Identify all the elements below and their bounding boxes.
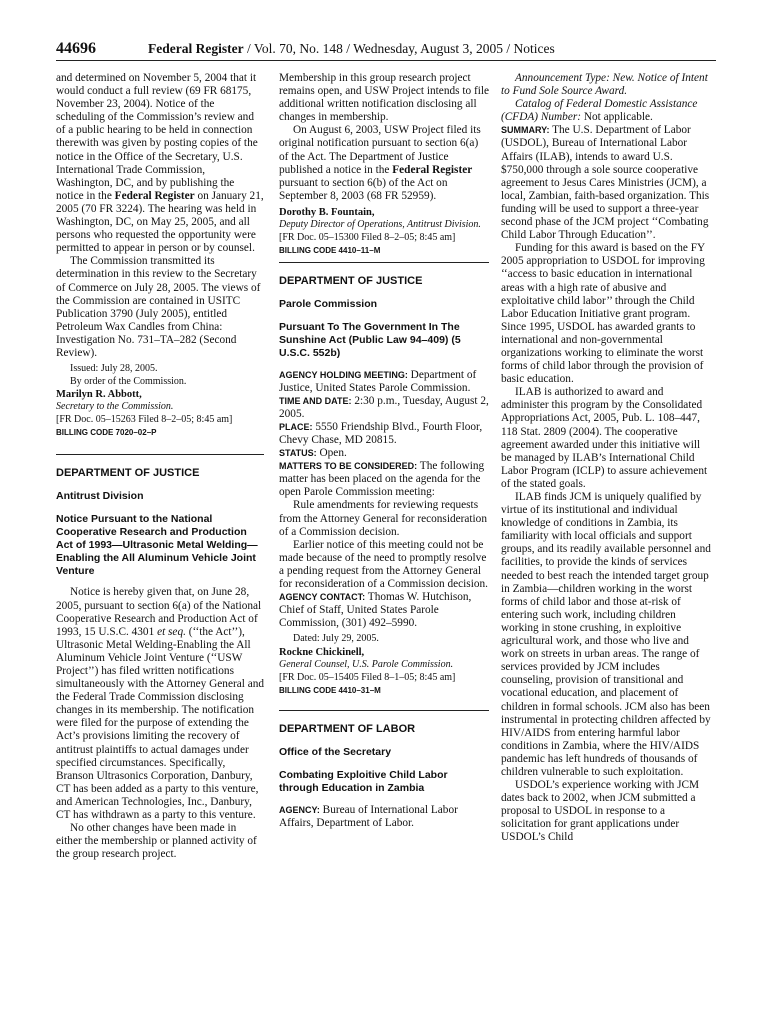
paragraph: Membership in this group research project remains open, and USW Project intends to file additional written notification disclosing all changes in membership. bbox=[279, 72, 489, 124]
summary: SUMMARY: The U.S. Department of Labor (USDOL), Bureau of International Labor Affairs (ILAB), intends to award U.S. $750,000 through a sole source cooperative agreement to Jesus Cares Ministries (JCM), a local, Zambian, faith-based organization. This funding will be used to support a three-year second phase of the JCM project ‘‘Combating Child Labor Through Education’’. bbox=[501, 124, 710, 242]
signer-title: General Counsel, U.S. Parole Commission. bbox=[279, 658, 454, 670]
billing-code: BILLING CODE 4410–31–M bbox=[279, 686, 381, 696]
journal-name: Federal Register bbox=[148, 41, 244, 56]
paragraph: Funding for this award is based on the FY 2005 appropriation to USDOL for improving ‘‘access to basic education in international areas with a high rate of abusive and exploitative child labor’’ through the Child Labor Education Initiative grant program. Since 1995, USDOL has awarded grants to international and non-governmental organizations working to eliminate the worst forms of child labor through the provision of basic education. bbox=[501, 242, 705, 386]
notice-title: Pursuant To The Government In The Sunshine Act (Public Law 94–409) (5 U.S.C. 552b) bbox=[279, 321, 461, 359]
paragraph: Rule amendments for reviewing requests from the Attorney General for reconsideration of a Commission decision. bbox=[279, 499, 487, 538]
agency: AGENCY: Bureau of International Labor Affairs, Department of Labor. bbox=[279, 803, 458, 829]
page-header bbox=[56, 38, 716, 61]
paragraph: No other changes have been made in either the membership or planned activity of the group research project. bbox=[56, 822, 257, 861]
agency-subheading: Office of the Secretary bbox=[279, 746, 392, 759]
department-heading: DEPARTMENT OF JUSTICE bbox=[279, 275, 423, 288]
page-number: 44696 bbox=[56, 40, 96, 57]
paragraph: Earlier notice of this meeting could not be made because of the need to promptly resolve a pending request from the Attorney General for reconsideration of a Commission decision. bbox=[279, 538, 488, 591]
column-3 bbox=[501, 72, 713, 845]
billing-code: BILLING CODE 4410–11–M bbox=[279, 246, 381, 256]
issue-info: / Vol. 70, No. 148 / Wednesday, August 3, 2005 / Notices bbox=[243, 41, 555, 56]
fr-doc: [FR Doc. 05–15300 Filed 8–2–05; 8:45 am] bbox=[279, 231, 456, 243]
agency-subheading: Parole Commission bbox=[279, 298, 378, 311]
matters-to-be-considered: MATTERS TO BE CONSIDERED: The following matter has been placed on the agenda for the open Parole Commission meeting: bbox=[279, 460, 485, 499]
announcement-type: Announcement Type: New. Notice of Intent to Fund Sole Source Award. bbox=[501, 72, 708, 98]
signer-name: Marilyn R. Abbott, bbox=[56, 389, 142, 401]
billing-code: BILLING CODE 7020–02–P bbox=[56, 428, 157, 438]
notice-title: Combating Exploitive Child Labor through Education in Zambia bbox=[279, 769, 448, 794]
divider bbox=[56, 454, 264, 455]
by-order: By order of the Commission. bbox=[70, 375, 187, 387]
agency-subheading: Antitrust Division bbox=[56, 490, 144, 503]
issued-date: Issued: July 28, 2005. bbox=[70, 363, 158, 375]
paragraph: USDOL’s experience working with JCM dates back to 2002, when JCM submitted a proposal to USDOL in response to a solicitation for grant applications under USDOL’s Child bbox=[501, 779, 700, 844]
column-2 bbox=[279, 72, 489, 830]
paragraph: ILAB finds JCM is uniquely qualified by virtue of its institutional and individual knowledge of conditions in Zambia, its familiarity with local officials and support groups, and its readily available personnel and facilities, to provide the kinds of services needed to best reach the intended target group in Zambia—children working in the worst forms of child labor and those at-risk of entering such work, including children working in stone crushing, in exploitive agricultural work, and those who live and work on streets in urban areas. The range of services provided by JCM includes counseling, provision of transitional and vocational education, and placement of children in formal schools. JCM also has been instrumental in protecting children affected by HIV/AIDS from entering harmful labor conditions in Zambia, where the HIV/AIDS pandemic has left hundreds of thousands of children vulnerable to such exploitation. bbox=[501, 491, 711, 778]
cfda-number: Catalog of Federal Domestic Assistance (CFDA) Number: Not applicable. bbox=[501, 98, 698, 124]
status: STATUS: Open. bbox=[279, 447, 347, 460]
divider bbox=[279, 710, 489, 711]
signer-title: Secretary to the Commission. bbox=[56, 401, 174, 413]
time-and-date: TIME AND DATE: 2:30 p.m., Tuesday, August 2, 2005. bbox=[279, 394, 489, 420]
department-heading: DEPARTMENT OF JUSTICE bbox=[56, 467, 200, 480]
dated: Dated: July 29, 2005. bbox=[293, 633, 379, 645]
agency-holding-meeting: AGENCY HOLDING MEETING: Department of Justice, United States Parole Commission. bbox=[279, 368, 477, 394]
paragraph: Notice is hereby given that, on June 28, 2005, pursuant to section 6(a) of the National Cooperative Research and Production Act of 1993, 15 U.S.C. 4301 et seq. (‘‘the Act’’), Ultrasonic Metal Welding-Enabling the All Aluminum Vehicle Joint Venture (‘‘USW Project’’) has filed written notifications simultaneously with the Attorney General and the Federal Trade Commission disclosing changes in its membership. The notification were filed for the purpose of extending the Act’s provisions limiting the recovery of antitrust plaintiffs to actual damages under specified circumstances. Specifically, Branson Ultrasonics Corporation, Danbury, CT has been added as a party to this venture, and American Technologies, Inc., Danbury, CT has withdrawn as a party to this venture. bbox=[56, 586, 265, 822]
fr-doc: [FR Doc. 05–15405 Filed 8–1–05; 8:45 am] bbox=[279, 671, 456, 683]
fr-doc: [FR Doc. 05–15263 Filed 8–2–05; 8:45 am] bbox=[56, 413, 233, 425]
paragraph: ILAB is authorized to award and administer this program by the Consolidated Appropriations Act, 2005, Pub. L. 108–447, 118 Stat. 2809 (2004). The cooperative agreement awarded under this initiative will be managed by ILAB’s International Child Labor Program (ICLP) to assure achievement of the stated goals. bbox=[501, 386, 708, 490]
department-heading: DEPARTMENT OF LABOR bbox=[279, 723, 416, 736]
paragraph: and determined on November 5, 2004 that it would conduct a full review (69 FR 68175, November 23, 2004). Notice of the scheduling of the Commission’s review and of a public hearing to be held in connection therewith was given by posting copies of the notice in the Office of the Secretary, U.S. International Trade Commission, Washington, DC, and by publishing the notice in the Federal Register on January 21, 2005 (70 FR 3224). The hearing was held in Washington, DC, on May 25, 2005, and all persons who requested the opportunity were permitted to appear in person or by counsel. bbox=[56, 72, 264, 255]
signer-name: Dorothy B. Fountain, bbox=[279, 206, 375, 218]
signer-name: Rockne Chickinell, bbox=[279, 646, 365, 658]
divider bbox=[279, 262, 489, 263]
column-1 bbox=[56, 72, 264, 861]
place: PLACE: 5550 Friendship Blvd., Fourth Floor, Chevy Chase, MD 20815. bbox=[279, 420, 483, 446]
header-title bbox=[148, 41, 555, 57]
paragraph: The Commission transmitted its determination in this review to the Secretary of Commerce on July 28, 2005. The views of the Commission are contained in USITC Publication 3790 (July 2005), entitled Petroleum Wax Candles from China: Investigation No. 731–TA–282 (Second Review). bbox=[56, 255, 261, 359]
notice-title: Notice Pursuant to the National Cooperative Research and Production Act of 1993—Ultrasonic Metal Welding—Enabling the All Aluminum Vehicle Joint Venture bbox=[56, 513, 258, 577]
paragraph: On August 6, 2003, USW Project filed its original notification pursuant to section 6(a) of the Act. The Department of Justice published a notice in the Federal Register pursuant to section 6(b) of the Act on September 8, 2003 (68 FR 52959). bbox=[279, 124, 481, 202]
signer-title: Deputy Director of Operations, Antitrust Division. bbox=[279, 218, 481, 230]
agency-contact: AGENCY CONTACT: Thomas W. Hutchison, Chief of Staff, United States Parole Commission, (301) 492–5990. bbox=[279, 591, 472, 630]
